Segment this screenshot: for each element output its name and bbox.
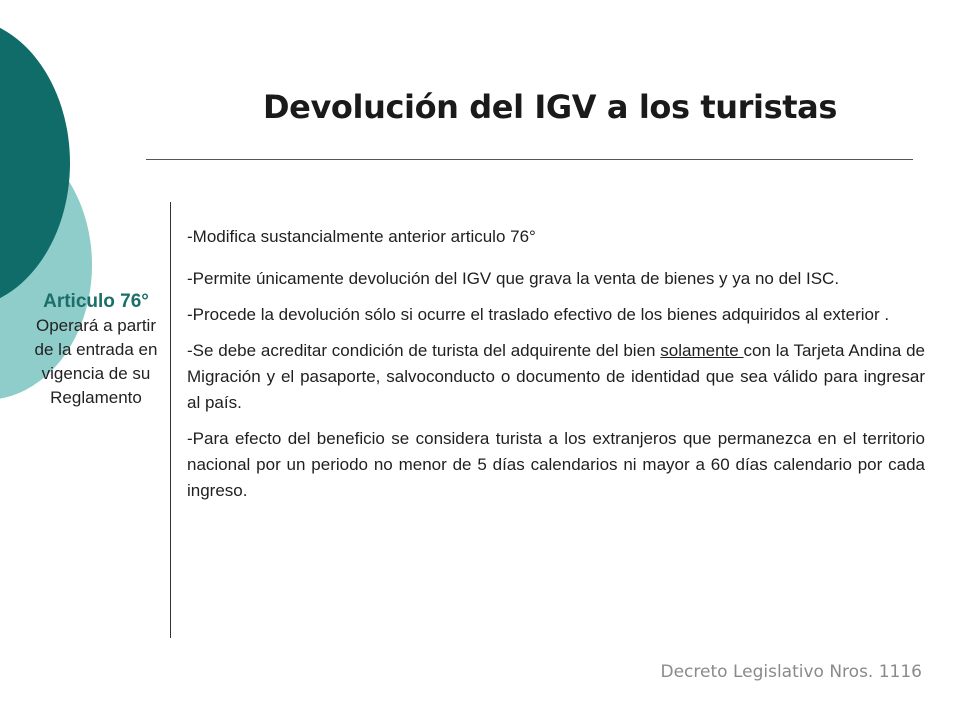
content-body: [187, 224, 925, 514]
paragraph-3: -Procede la devolución sólo si ocurre el traslado efectivo de los bienes adquiridos al exterior .: [187, 305, 890, 324]
side-note: [28, 290, 164, 410]
title-divider: [146, 159, 913, 160]
paragraph-5: -Para efecto del beneficio se considera turista a los extranjeros que permanezca en el territorio nacional por un periodo no menor de 5 días calendarios ni mayor a 60 días calendario por cada ingreso.: [187, 429, 925, 500]
paragraph-4-tail: con la Tarjeta Andina de Migración y el pasaporte, salvoconducto o documento de identidad que sea válido para ingresar al país.: [187, 341, 925, 412]
paragraph-4: [187, 338, 925, 416]
paragraph-1: -Modifica sustancialmente anterior articulo 76°: [187, 227, 536, 246]
side-note-text: Operará a partir de la entrada en vigencia de su Reglamento: [34, 316, 158, 407]
slide-title: Devolución del IGV a los turistas: [263, 88, 837, 126]
vertical-divider: [170, 202, 171, 638]
footer-source: Decreto Legislativo Nros. 1116: [660, 662, 922, 682]
underlined-word: solamente: [660, 341, 744, 360]
side-note-heading: Articulo 76°: [43, 291, 149, 312]
paragraph-2: -Permite únicamente devolución del IGV que grava la venta de bienes y ya no del ISC.: [187, 269, 840, 288]
paragraph-4-lead: -Se debe acreditar condición de turista del adquirente del bien: [187, 341, 661, 360]
